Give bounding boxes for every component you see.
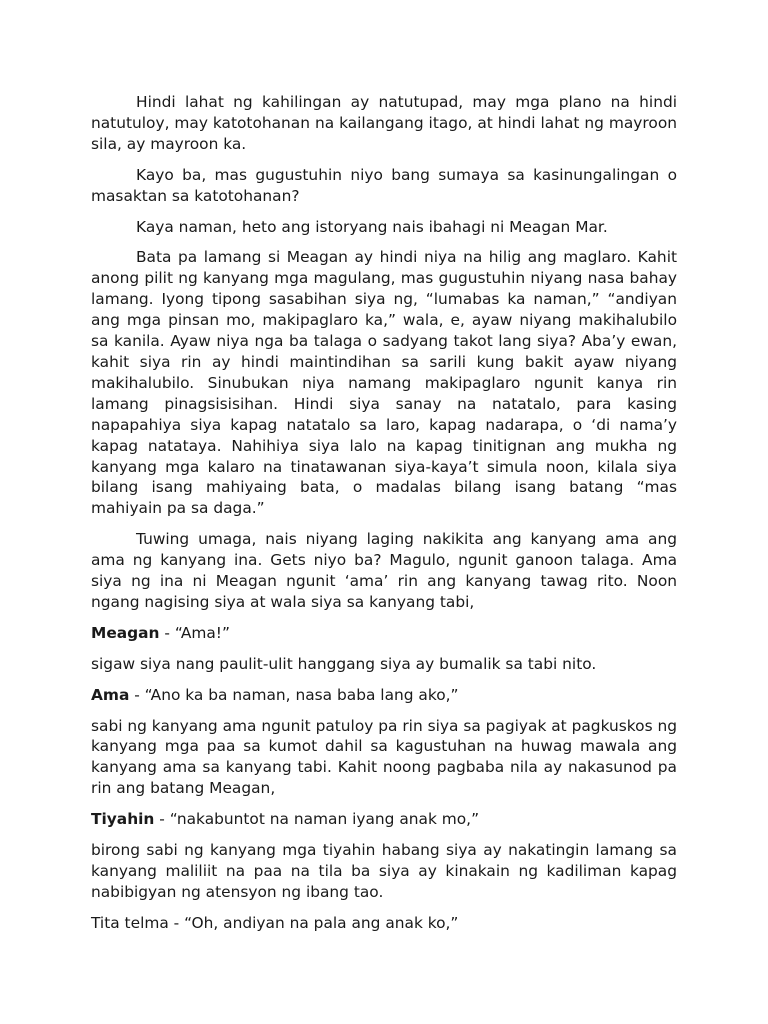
paragraph-text: Tuwing umaga, nais niyang laging nakikita ang kanyang ama ang ama ng kanyang ina. Gets niyo ba? Magulo, ngunit ganoon talaga. Ama siya ng ina ni Meagan ngunit ‘ama’ rin ang kanyang tawag rito. Noon ngang nagising siya at wala siya sa kanyang tabi, [91, 530, 677, 611]
paragraph-text: Kaya naman, heto ang istoryang nais ibahagi ni Meagan Mar. [136, 217, 608, 236]
dialogue-line [91, 685, 677, 706]
paragraph-story-intro [91, 217, 677, 238]
paragraph-text: sabi ng kanyang ama ngunit patuloy pa rin siya sa pagiyak at pagkuskos ng kanyang mga paa sa kumot dahil sa kagustuhan na huwag mawala ang kanyang ama sa kanyang tabi. Kahit noong pagbaba nila ay nakasunod pa rin ang batang Meagan, [91, 716, 678, 798]
paragraph-text: Bata pa lamang si Meagan ay hindi niya na hilig ang maglaro. Kahit anong pilit ng kanyang mga magulang, mas gugustuhin niyang nasa bahay lamang. Iyong tipong sasabihan siya ng, “lumabas ka naman,” “andiyan ang mga pinsan mo, makipaglaro ka,” wala, e, ayaw niyang makihalubilo sa kanila. Ayaw niya nga ba talaga o sadyang takot lang siya? Aba’y ewan, kahit siya rin ay hindi maintindihan sa sarili kung bakit ayaw niyang makihalubilo. Sinubukan niya namang makipaglaro ngunit kanya rin lamang pinagsisisihan. Hindi siya sanay na natatalo, para kasing napapahiya siya kapag natatalo sa laro, kapag nadarapa, o ‘di nama’y kapag natataya. Nahihiya siya lalo na kapag tinitignan ang mukha ng kanyang mga kalaro na tinatawanan siya-kaya’t simula noon, kilala siya bilang isang mahiyaing bata, o madalas bilang isang batang “mas mahiyain pa sa daga.” [91, 248, 677, 518]
paragraph-intro [91, 92, 677, 155]
paragraph-text: birong sabi ng kanyang mga tiyahin habang siya ay nakatingin lamang sa kanyang maliliit na paa na tila ba siya ay kinakain ng kadiliman kapag nabibigyan ng atensyon ng ibang tao. [91, 841, 677, 901]
document-page [91, 92, 677, 944]
paragraph-question [91, 165, 677, 207]
dialogue-text: - “Ama!” [159, 623, 230, 642]
paragraph-text: Kayo ba, mas gugustuhin niyo bang sumaya sa kasinungalingan o masaktan sa katotohanan? [91, 165, 677, 205]
dialogue-line-plain [91, 913, 677, 934]
paragraph-morning [91, 529, 677, 613]
speaker-name: Ama [91, 685, 130, 704]
dialogue-text: - “Ano ka ba naman, nasa baba lang ako,” [129, 685, 459, 704]
narration-paragraph [91, 840, 677, 903]
paragraph-childhood [91, 247, 677, 519]
narration-paragraph [91, 654, 677, 675]
narration-paragraph [91, 716, 677, 800]
dialogue-line [91, 623, 677, 644]
paragraph-text: sigaw siya nang paulit-ulit hanggang siya ay bumalik sa tabi nito. [91, 654, 597, 673]
paragraph-text: Hindi lahat ng kahilingan ay natutupad, may mga plano na hindi natutuloy, may katotohanan na kailangang itago, at hindi lahat ng mayroon sila, ay mayroon ka. [91, 93, 677, 153]
paragraph-text: Tita telma - “Oh, andiyan na pala ang anak ko,” [91, 913, 459, 932]
dialogue-line [91, 809, 677, 830]
speaker-name: Tiyahin [91, 810, 155, 829]
speaker-name: Meagan [91, 623, 160, 642]
dialogue-text: - “nakabuntot na naman iyang anak mo,” [154, 810, 480, 829]
